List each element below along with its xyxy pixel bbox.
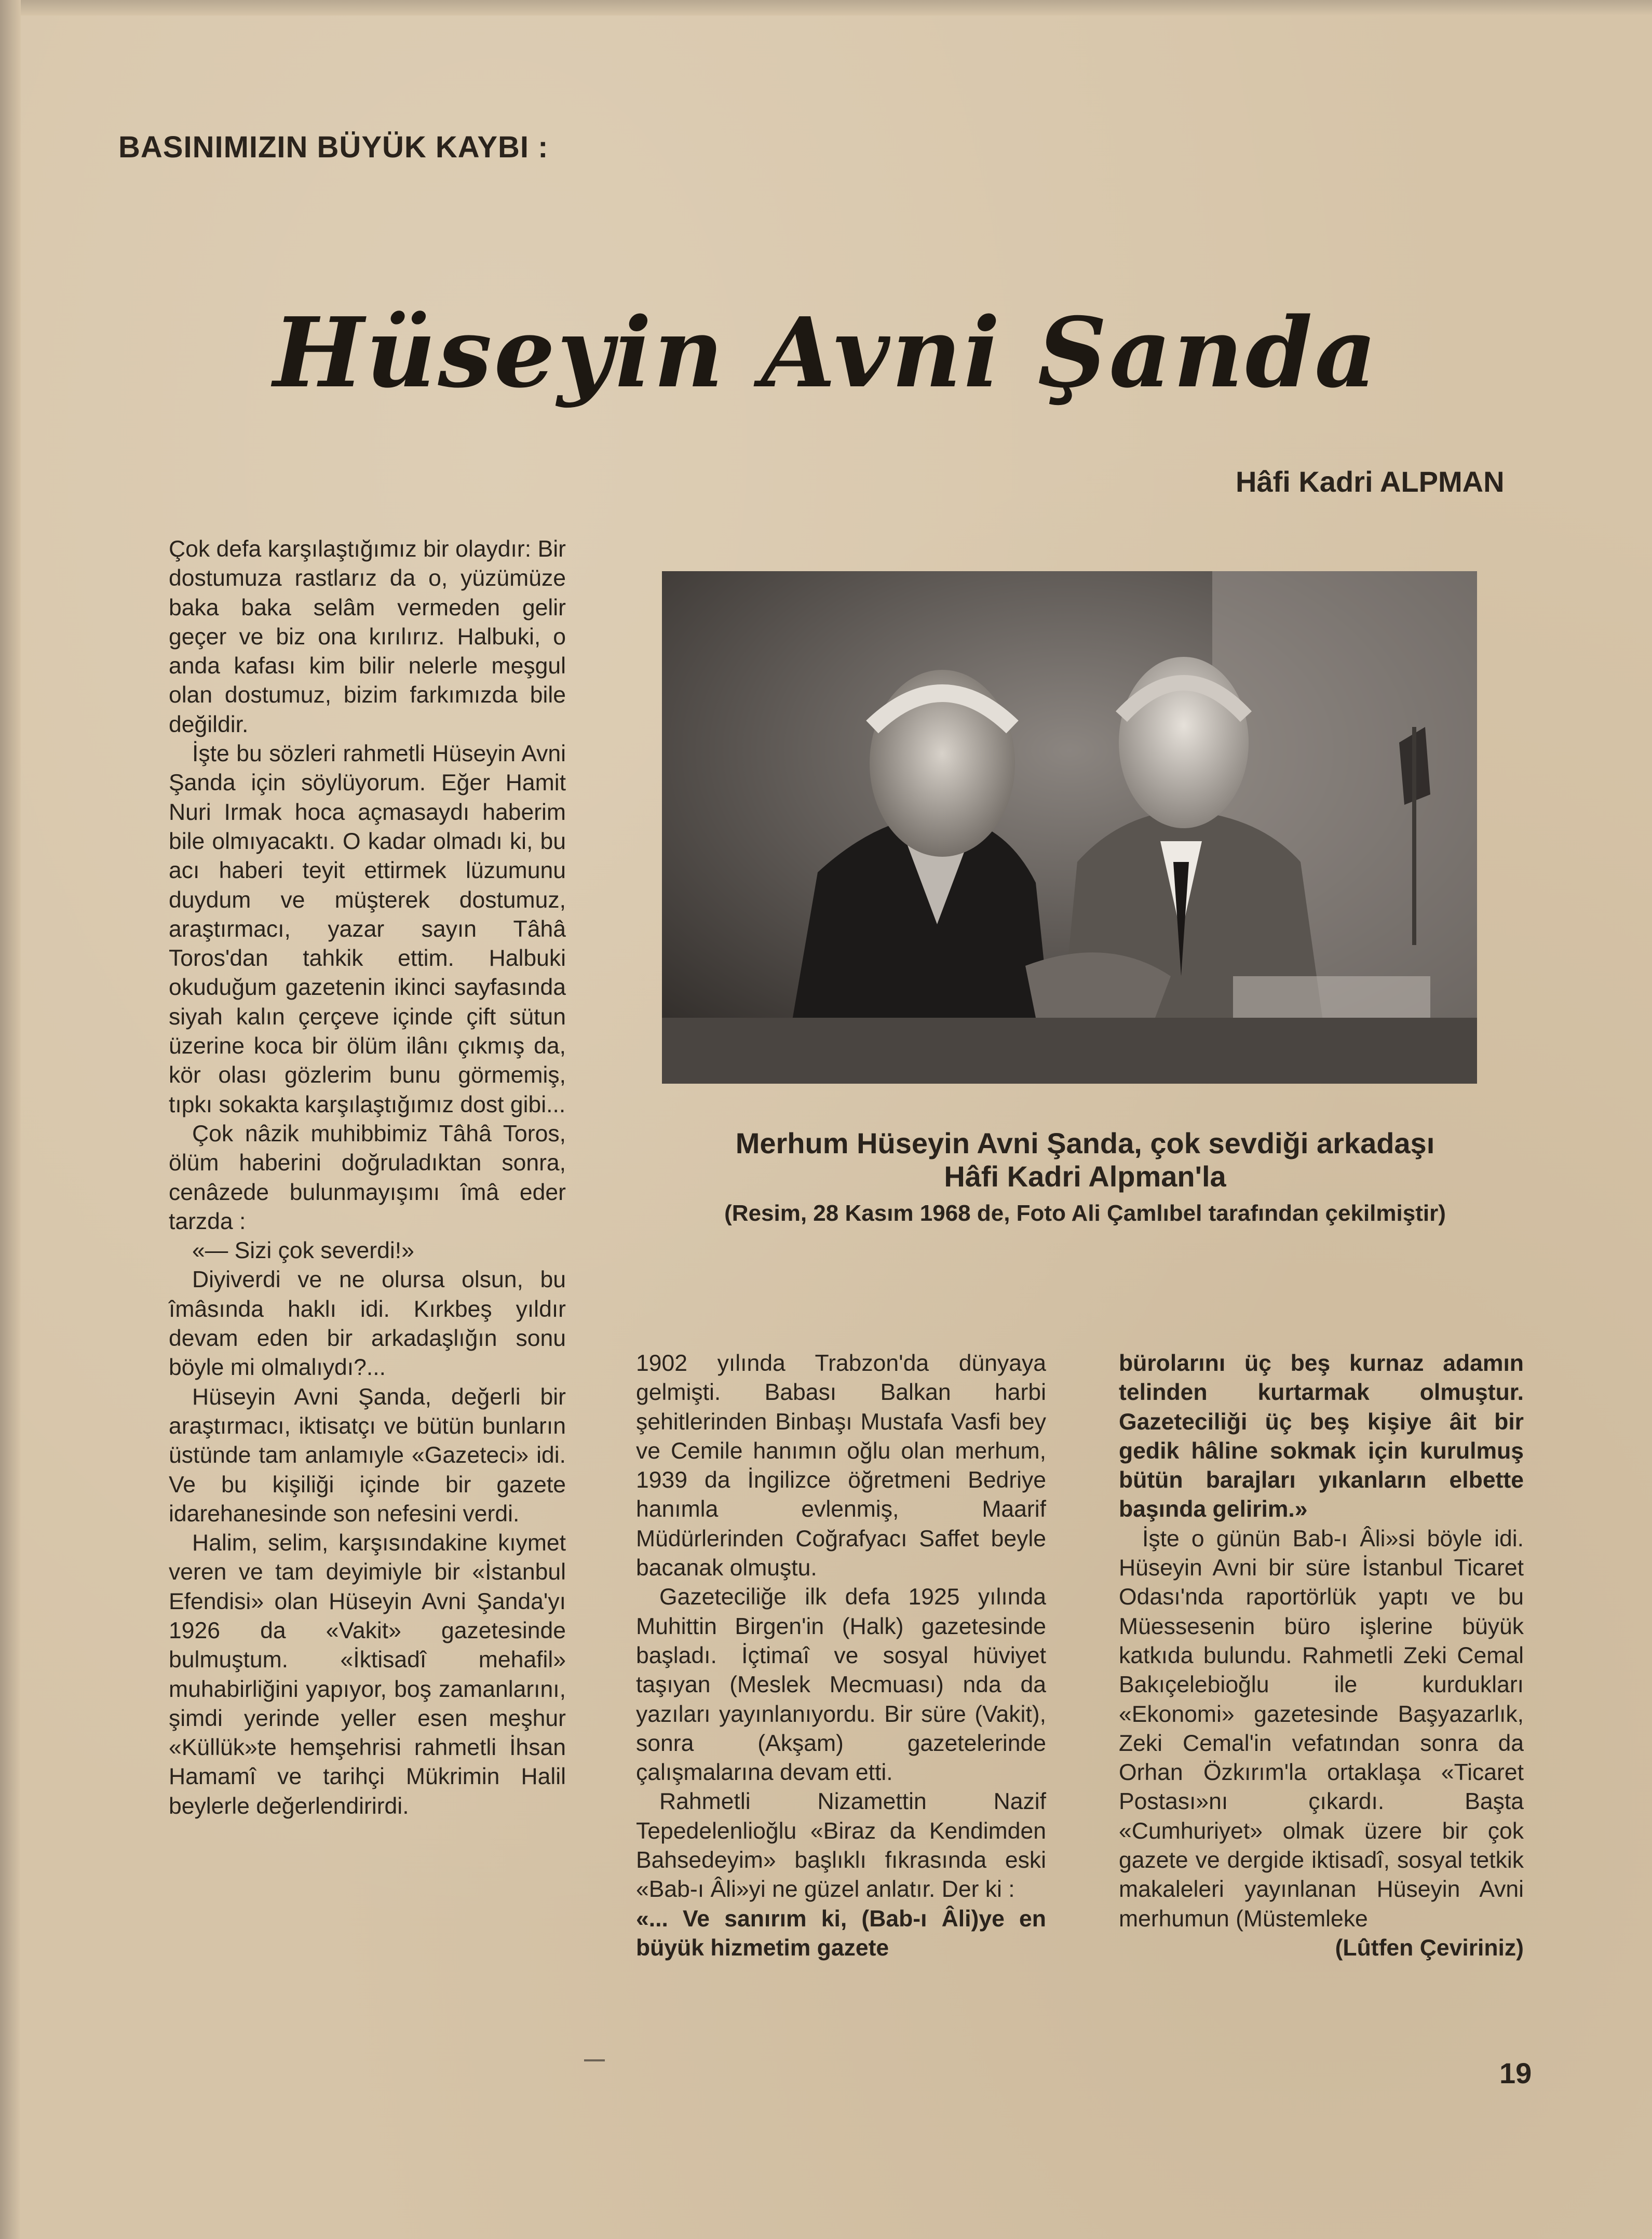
photo-image <box>662 571 1477 1084</box>
paragraph: 1902 yılında Trabzon'da dünyaya gelmişti. Babası Balkan harbi şehitlerinden Binbaşı Mustafa Vasfi bey ve Cemile hanımın oğlu olan merhum, 1939 da İngilizce öğretmeni Bedriye hanımla evlenmiş, Maarif Müdürlerinden Coğrafyacı Saffet beyle bacanak olmuştu. <box>636 1351 1046 1581</box>
paragraph: Gazeteciliğe ilk defa 1925 yılında Muhittin Birgen'in (Halk) gazetesinde başladı. İçtimaî ve sosyal hüviyet taşıyan (Meslek Mecmuası) nda da yazıları yayınlanıyordu. Bir süre (Vakit), sonra (Akşam) gazetelerinde çalışmalarına devam etti. <box>636 1584 1046 1786</box>
text-column-1 <box>169 535 566 1821</box>
text-column-3 <box>1119 1349 1524 1963</box>
divider-mark <box>584 2059 605 2061</box>
article-title: Hüseyin Avni Şanda <box>273 296 1379 409</box>
article-author: Hâfi Kadri ALPMAN <box>1236 465 1505 498</box>
bold-quote-start: «... Ve sanırım ki, (Bab-ı Âli)ye en büyük hizmetim gazete <box>636 1906 1046 1961</box>
quote-paragraph: «— Sizi çok severdi!» <box>192 1238 414 1264</box>
caption-credit: (Resim, 28 Kasım 1968 de, Foto Ali Çamlıbel tarafından çekilmiştir) <box>724 1201 1446 1226</box>
paragraph: Rahmetli Nizamettin Nazif Tepedelenlioğlu «Biraz da Kendimden Bahsedeyim» başlıklı fıkrasında eski «Bab-ı Âli»yi ne güzel anlatır. Der ki : <box>636 1789 1046 1903</box>
continued-note: (Lûtfen Çeviriniz) <box>1335 1935 1524 1961</box>
paragraph: Diyiverdi ve ne olursa olsun, bu îmâsında haklı idi. Kırkbeş yıldır devam eden bir arkadaşlığın sonu böyle mi olmalıydı?... <box>169 1267 566 1381</box>
article-photo <box>662 571 1477 1084</box>
bold-quote-end: bürolarını üç beş kurnaz adamın telinden kurtarmak olmuştur. Gazeteciliği üç beş kişiye âit bir gedik hâline sokmak için kurulmuş bütün barajları yıkanların elbette başında gelirim.» <box>1119 1351 1524 1522</box>
paragraph: Çok nâzik muhibbimiz Tâhâ Toros, ölüm haberini doğruladıktan sonra, cenâzede bulunmayışımı îmâ eder tarzda : <box>169 1121 566 1234</box>
text-column-2 <box>636 1349 1046 1963</box>
paragraph: Hüseyin Avni Şanda, değerli bir araştırmacı, iktisatçı ve bütün bunların üstünde tam anlamıyle «Gazeteci» idi. Ve bu kişiliği içinde bir gazete idarehanesinde son nefesini verdi. <box>169 1384 566 1527</box>
photo-caption <box>722 1127 1448 1229</box>
caption-main: Merhum Hüseyin Avni Şanda, çok sevdiği arkadaşı Hâfi Kadri Alpman'la <box>735 1127 1435 1193</box>
page-number: 19 <box>1499 2057 1532 2089</box>
section-kicker: BASINIMIZIN BÜYÜK KAYBI : <box>118 130 549 164</box>
page-edge-top <box>0 0 1652 16</box>
paragraph: Halim, selim, karşısındakine kıymet veren ve tam deyimiyle bir «İstanbul Efendisi» olan Hüseyin Avni Şanda'yı 1926 da «Vakit» gazetesinde bulmuştum. «İktisadî mehafil» muhabirliğini yapıyor, boş zamanlarını, şimdi yerinde yeller esen meşhur «Küllük»te hemşehrisi rahmetli İhsan Hamamî ve tarihçi Mükrimin Halil beylerle değerlendirirdi. <box>169 1530 566 1819</box>
paragraph: İşte o günün Bab-ı Âli»si böyle idi. Hüseyin Avni bir süre İstanbul Ticaret Odası'nda raportörlük yaptı ve bu Müessesenin büro işlerine büyük katkıda bulundu. Rahmetli Zeki Cemal Bakıçelebioğlu ile kurdukları «Ekonomi» gazetesinde Başyazarlık, Zeki Cemal'in vefatından sonra da Orhan Özkırım'la ortaklaşa «Ticaret Postası»nı çıkardı. Başta «Cumhuriyet» olmak üzere bir çok gazete ve dergide iktisadî, sosyal tetkik makaleleri yayınlanan Hüseyin Avni merhumun (Müstemleke <box>1119 1526 1524 1932</box>
paragraph: Çok defa karşılaştığımız bir olaydır: Bir dostumuza rastlarız da o, yüzümüze baka baka selâm vermeden gelir geçer ve biz ona kırılırız. Halbuki, o anda kafası kim bilir nelerle meşgul olan dostumuz, bizim farkımızda bile değildir. <box>169 536 566 737</box>
paragraph: İşte bu sözleri rahmetli Hüseyin Avni Şanda için söylüyorum. Eğer Hamit Nuri Irmak hoca açmasaydı haberim bile olmıyacaktı. O kadar olmadı ki, bu acı haberi teyit ettirmek lüzumunu duydum ve müşterek dostumuz, araştırmacı, yazar sayın Tâhâ Toros'dan tahkik ettim. Halbuki okuduğum gazetenin ikinci sayfasında siyah kalın çerçeve içinde çift sütun üzerine koca bir ölüm ilânı çıkmış da, kör olası gözlerim bunu görmemiş, tıpkı sokakta karşılaştığımız dost gibi... <box>169 741 566 1117</box>
